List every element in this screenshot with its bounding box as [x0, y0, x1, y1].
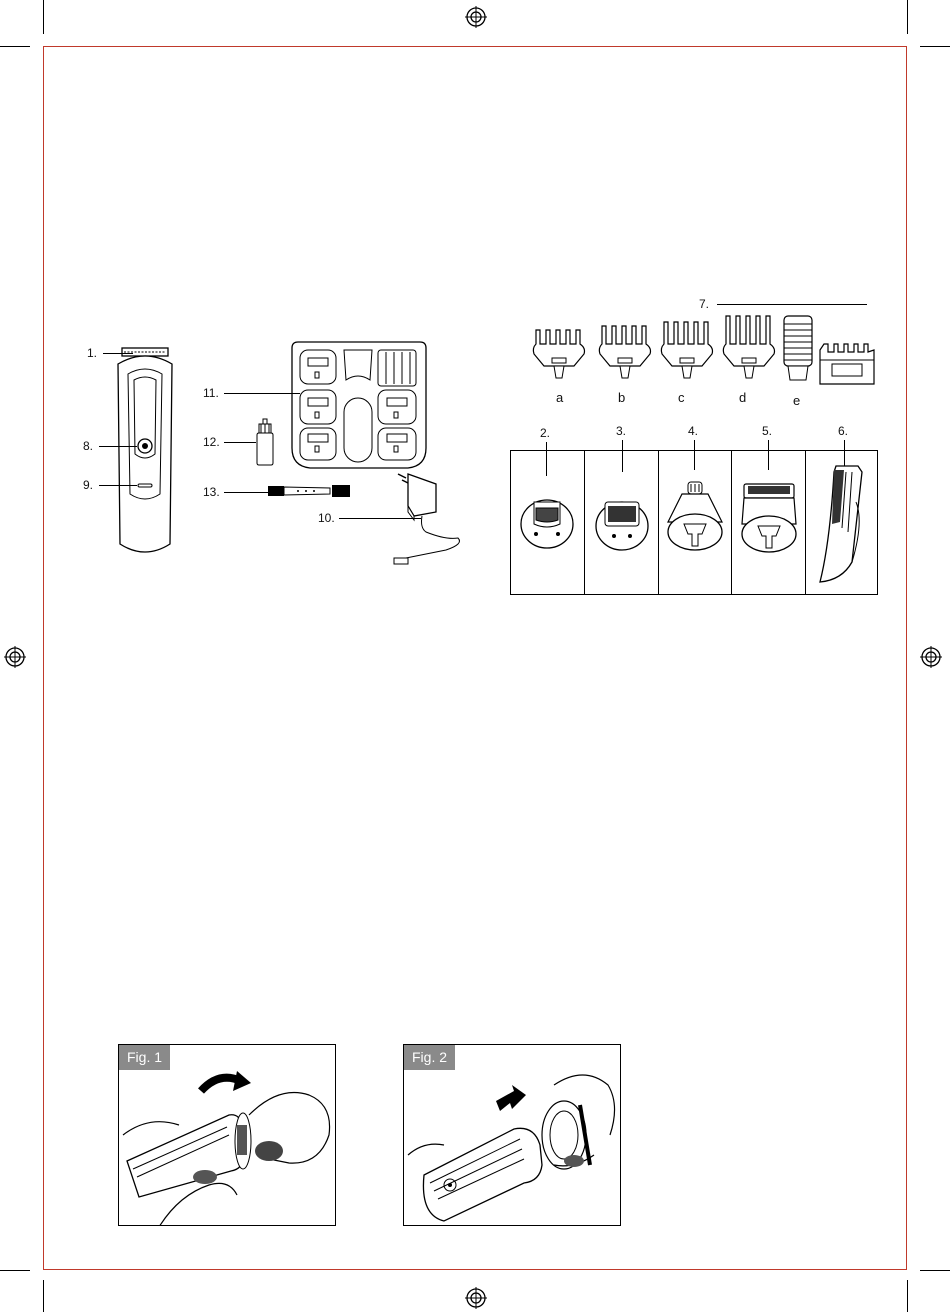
nose-trimmer-head-illustration	[664, 478, 726, 554]
leader-12	[224, 442, 256, 443]
label-2: 2.	[540, 426, 551, 440]
wide-trimmer-head-illustration	[738, 480, 800, 556]
leader-2	[546, 442, 547, 476]
comb-c-illustration	[658, 318, 716, 386]
registration-mark-left	[4, 646, 26, 668]
leader-1	[103, 353, 133, 354]
comb-label-e: e	[793, 393, 801, 408]
label-10: 10.	[318, 511, 335, 525]
label-1: 1.	[87, 346, 98, 360]
comb-label-d: d	[739, 390, 747, 405]
figure-2	[403, 1044, 621, 1226]
leader-8	[99, 446, 137, 447]
shaver-head-illustration	[518, 494, 576, 550]
registration-mark-right	[920, 646, 942, 668]
registration-mark-top	[465, 6, 487, 28]
figure-1	[118, 1044, 336, 1226]
comb-b-illustration	[596, 322, 654, 386]
leader-9	[99, 485, 137, 486]
label-9: 9.	[83, 478, 94, 492]
leader-11	[224, 393, 300, 394]
label-7: 7.	[699, 297, 710, 311]
comb-label-c: c	[678, 390, 685, 405]
power-adapter-illustration	[386, 470, 466, 570]
registration-mark-bottom	[465, 1287, 487, 1309]
label-8: 8.	[83, 439, 94, 453]
leader-10	[339, 518, 421, 519]
figure-1-illustration	[119, 1045, 336, 1226]
comb-e-illustration	[780, 314, 816, 386]
leader-7	[717, 304, 867, 305]
figure-1-tag: Fig. 1	[119, 1045, 170, 1070]
storage-stand-illustration	[288, 340, 430, 472]
comb-wide-illustration	[818, 340, 876, 386]
label-12: 12.	[203, 435, 220, 449]
label-13: 13.	[203, 485, 220, 499]
label-6: 6.	[838, 424, 849, 438]
label-5: 5.	[762, 424, 773, 438]
label-4: 4.	[688, 424, 699, 438]
leader-5	[768, 440, 769, 470]
figure-2-illustration	[404, 1045, 621, 1226]
label-11: 11.	[203, 386, 219, 400]
leader-4	[694, 440, 695, 470]
trimmer-body-illustration	[110, 344, 180, 562]
body-groomer-head-illustration	[812, 462, 876, 586]
figure-2-tag: Fig. 2	[404, 1045, 455, 1070]
comb-d-illustration	[720, 312, 778, 386]
label-3: 3.	[616, 424, 627, 438]
oil-bottle-illustration	[254, 418, 276, 466]
leader-13	[224, 492, 268, 493]
comb-label-b: b	[618, 390, 626, 405]
detail-trimmer-head-illustration	[593, 496, 651, 552]
comb-label-a: a	[556, 390, 564, 405]
leader-3	[622, 440, 623, 472]
cleaning-brush-illustration	[268, 482, 352, 500]
comb-a-illustration	[530, 326, 588, 386]
